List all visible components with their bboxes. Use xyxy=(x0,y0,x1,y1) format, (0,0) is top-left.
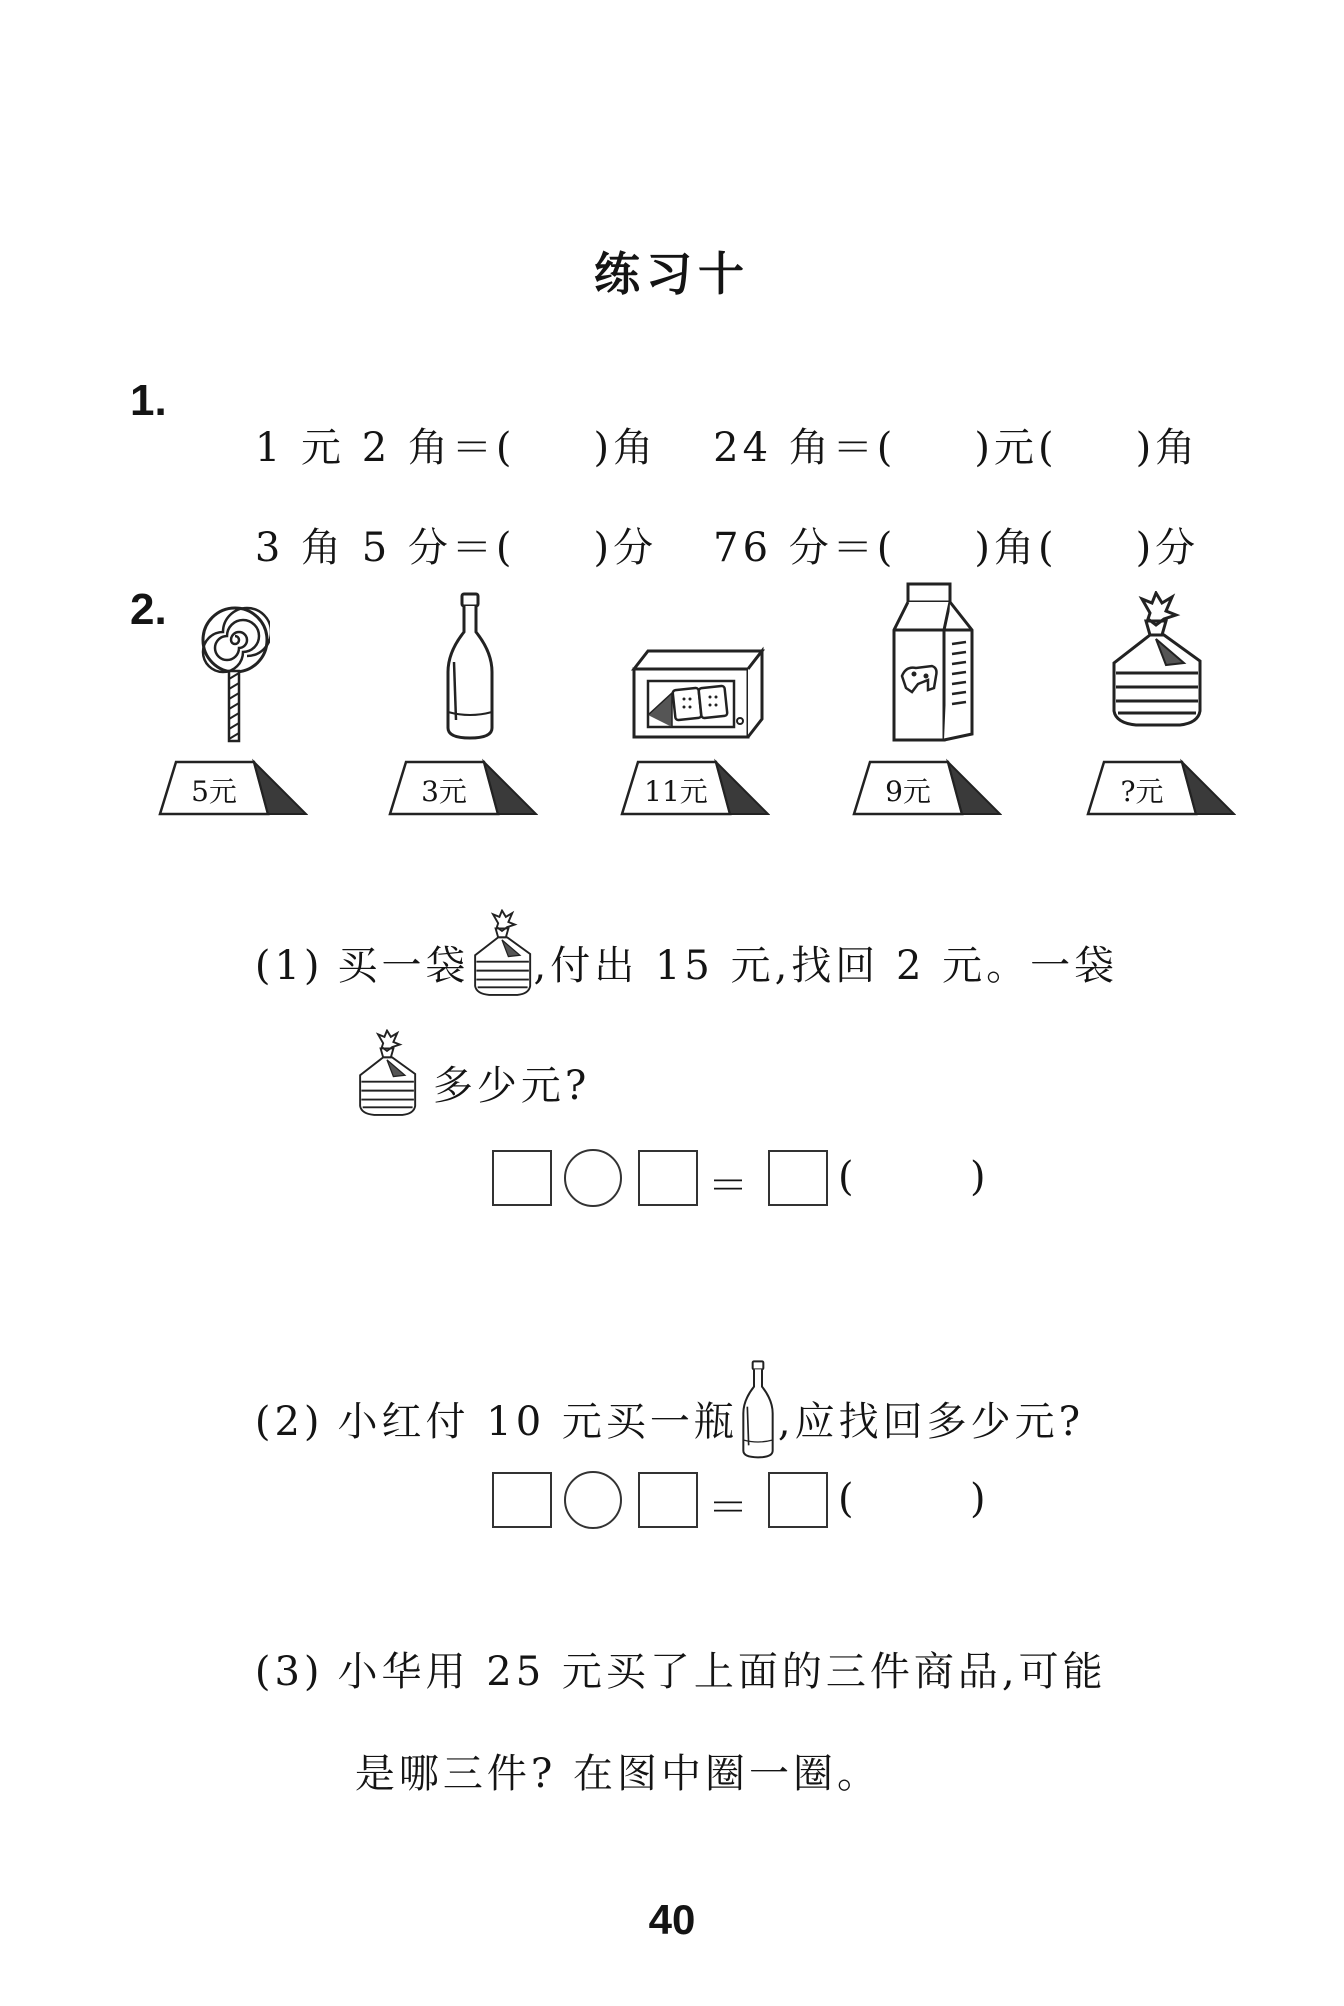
sub1-text-c: 多少元? xyxy=(432,1063,591,1109)
bread-bag-icon xyxy=(355,1029,419,1119)
q1-row-2 xyxy=(188,470,1199,619)
page-number: 40 xyxy=(648,1896,696,1943)
bottle-icon[interactable] xyxy=(440,592,500,742)
operator-circle[interactable] xyxy=(564,1149,622,1207)
sub1-text-a: 买一袋 xyxy=(337,943,470,989)
q1-r2-b-left: 76 分＝( xyxy=(713,525,897,571)
bottle-icon xyxy=(738,1356,778,1464)
sub1-text-b: ,付出 15 元,找回 2 元。一袋 xyxy=(533,943,1119,989)
question-1-number: 1. xyxy=(130,376,167,425)
sub3-label: (3) xyxy=(254,1649,324,1695)
price-label: 5元 xyxy=(191,775,237,808)
paren-close: ) xyxy=(970,1154,986,1200)
answer-box[interactable] xyxy=(638,1472,698,1528)
sub3-text-a: 小华用 25 元买了上面的三件商品,可能 xyxy=(337,1649,1107,1695)
price-tag-milk xyxy=(852,758,1002,818)
q2-sub1-line2 xyxy=(288,1008,590,1165)
equals-sign: ＝ xyxy=(708,1485,748,1531)
price-label: 3元 xyxy=(421,775,467,808)
price-label: 11元 xyxy=(644,775,708,808)
sub2-text-b: ,应找回多少元? xyxy=(777,1399,1085,1445)
equation-1 xyxy=(492,1150,1012,1214)
paren-open: ( xyxy=(838,1476,854,1522)
q1-r1-b-unit: )角 xyxy=(1135,425,1200,471)
answer-box[interactable] xyxy=(492,1472,552,1528)
answer-box[interactable] xyxy=(492,1150,552,1206)
paren-close: ) xyxy=(970,1476,986,1522)
q1-r2-a-left: 3 角 5 分＝( xyxy=(254,525,516,571)
answer-box[interactable] xyxy=(768,1472,828,1528)
equation-2 xyxy=(492,1472,1012,1536)
price-label: 9元 xyxy=(885,775,931,808)
q1-r1-b-left: 24 角＝( xyxy=(713,425,897,471)
equals-sign: ＝ xyxy=(708,1163,748,1209)
biscuit-box-icon[interactable] xyxy=(628,645,768,741)
sub2-text-a: 小红付 10 元买一瓶 xyxy=(337,1399,738,1445)
lollipop-icon[interactable] xyxy=(200,605,270,745)
question-2-number: 2. xyxy=(130,585,167,634)
milk-carton-icon[interactable] xyxy=(888,580,978,744)
sub1-label: (1) xyxy=(254,943,324,989)
price-label: ?元 xyxy=(1120,775,1164,808)
page-title: 练习十 xyxy=(594,247,750,301)
operator-circle[interactable] xyxy=(564,1471,622,1529)
paren-open: ( xyxy=(838,1154,854,1200)
answer-box[interactable] xyxy=(638,1150,698,1206)
bread-bag-icon[interactable] xyxy=(1106,586,1206,736)
q1-r2-a-unit: )分 xyxy=(593,525,658,571)
sub3-text-b: 是哪三件? 在图中圈一圈。 xyxy=(354,1751,882,1797)
answer-box[interactable] xyxy=(768,1150,828,1206)
q2-sub3-line2 xyxy=(288,1696,881,1845)
q1-r1-b-mid: )元( xyxy=(974,425,1058,471)
price-tag-bread xyxy=(1086,758,1236,818)
q1-r1-a-unit: )角 xyxy=(593,425,658,471)
q1-r1-a-left: 1 元 2 角＝( xyxy=(254,425,516,471)
price-tag-bottle xyxy=(388,758,538,818)
q1-r2-b-unit: )分 xyxy=(1135,525,1200,571)
sub2-label: (2) xyxy=(254,1399,324,1445)
bread-bag-icon xyxy=(470,909,534,999)
price-tag-biscuits xyxy=(620,758,770,818)
q1-r2-b-mid: )角( xyxy=(974,525,1058,571)
price-tag-lollipop xyxy=(158,758,308,818)
